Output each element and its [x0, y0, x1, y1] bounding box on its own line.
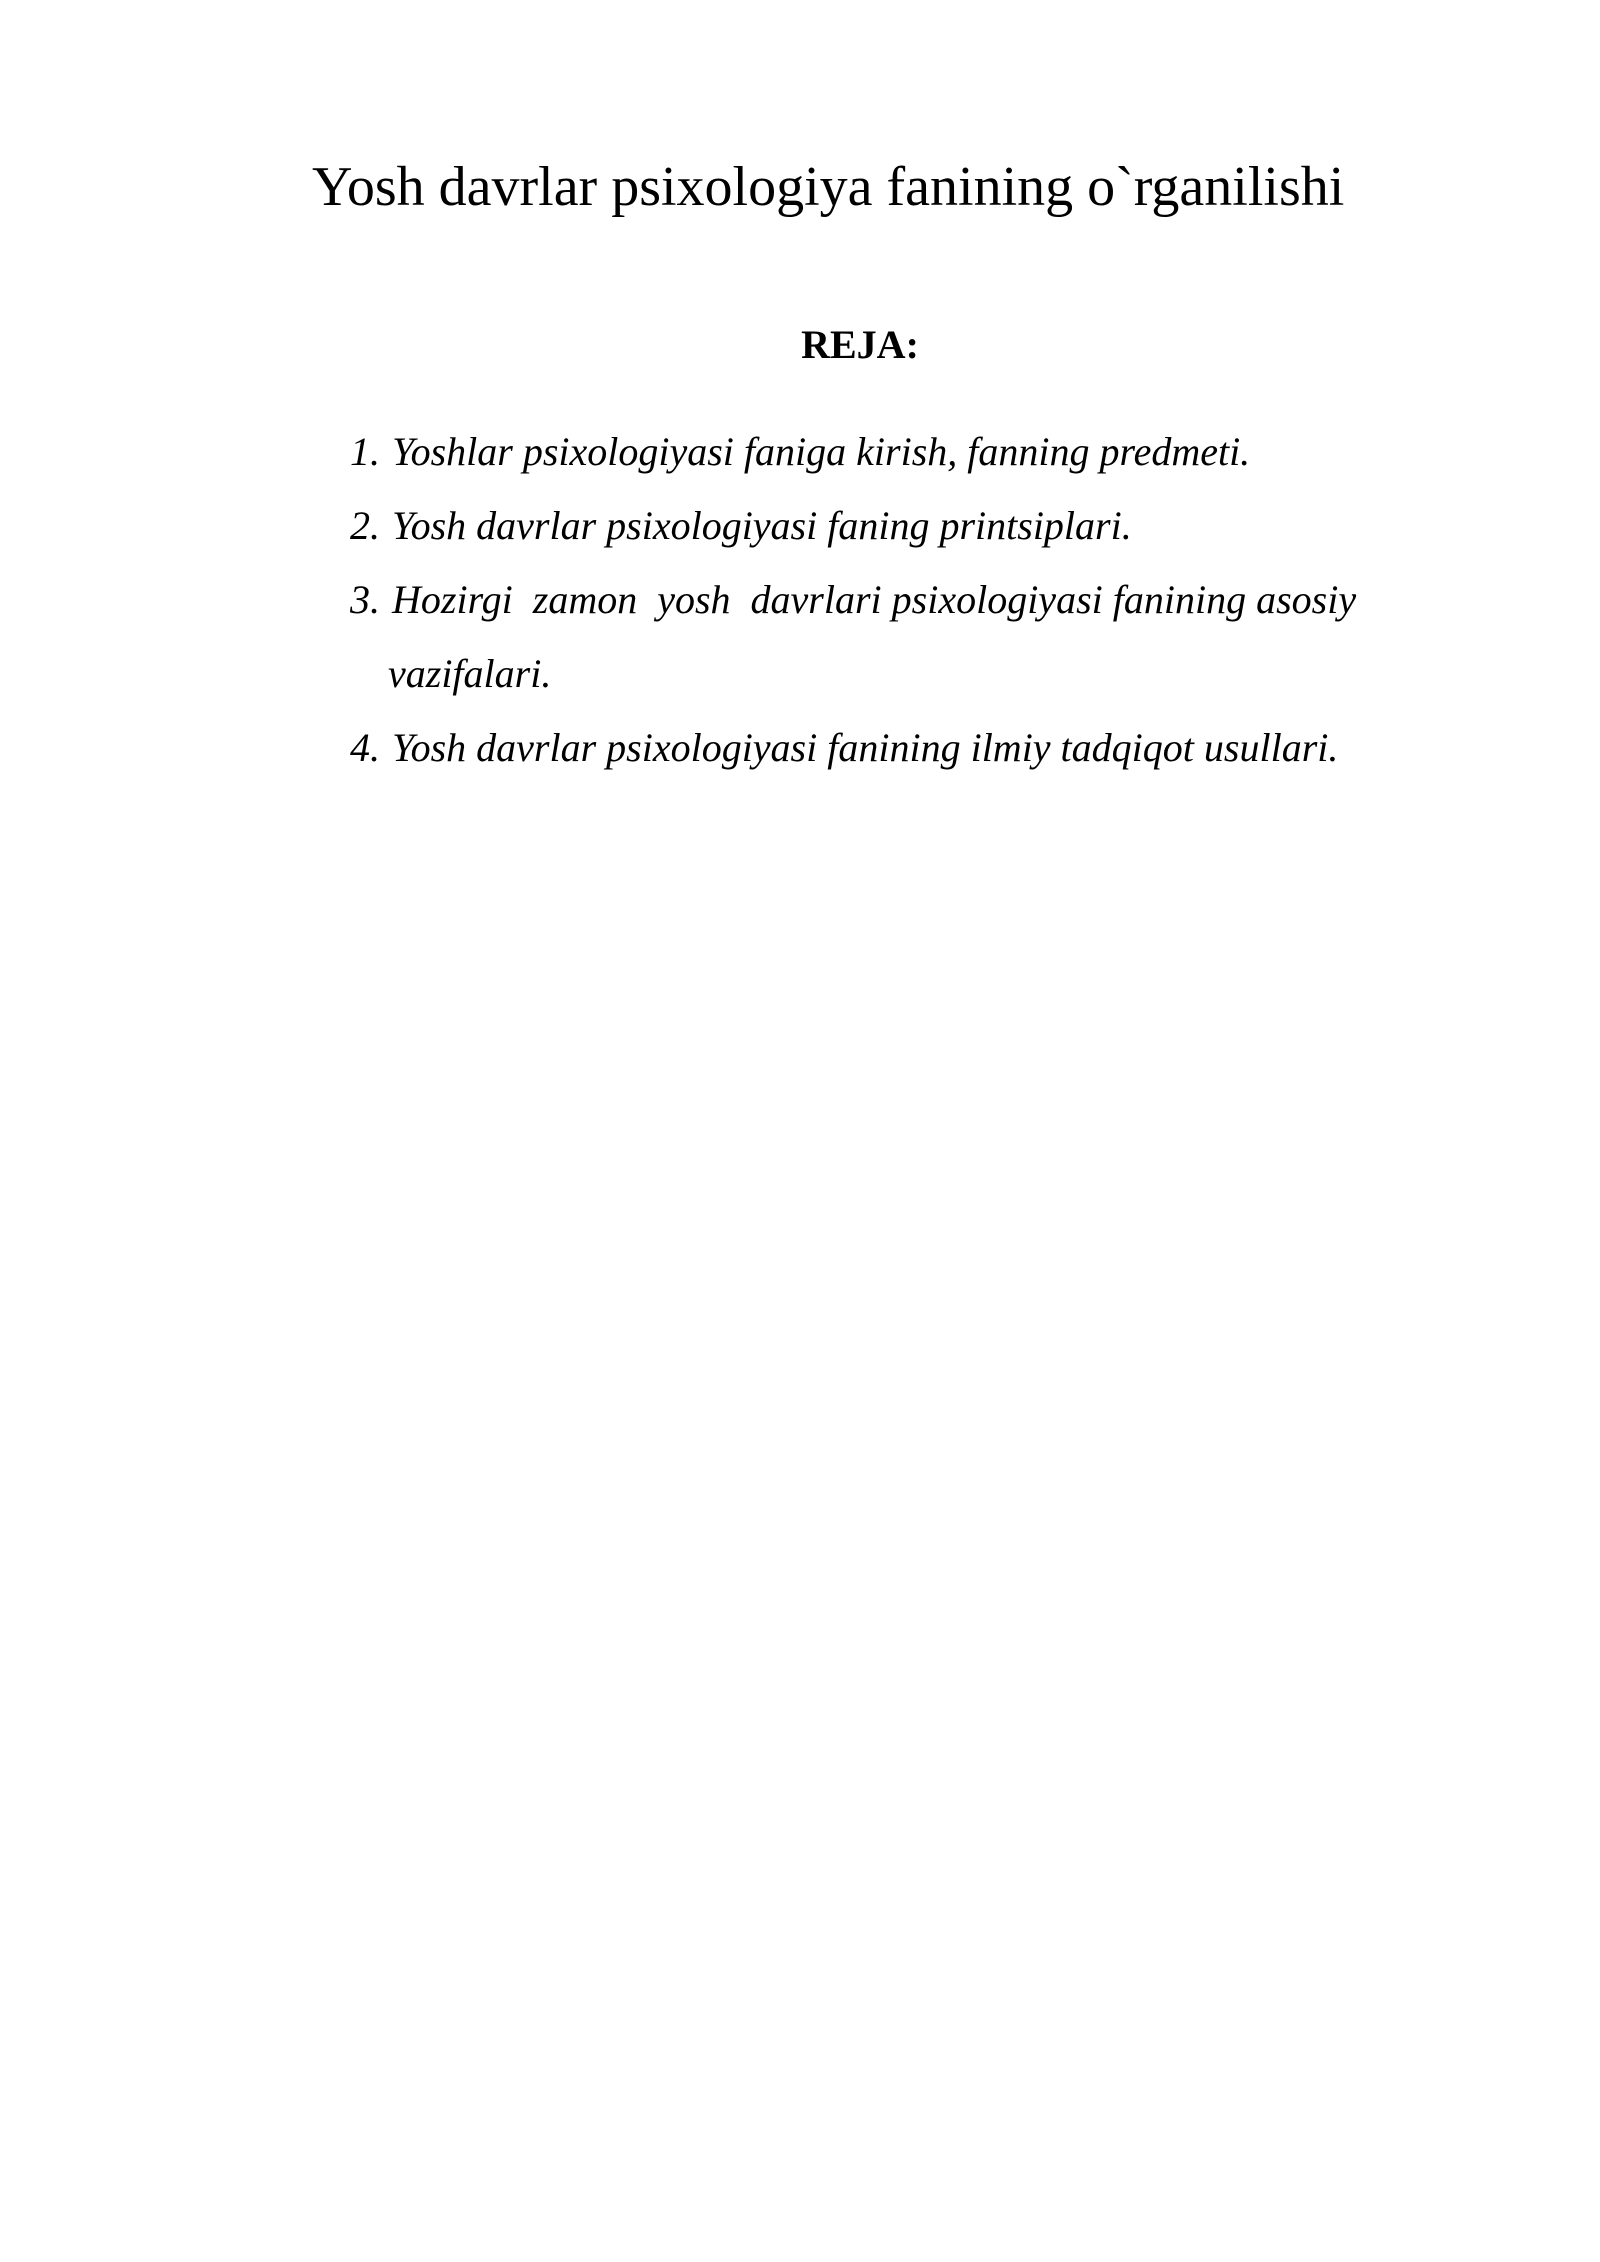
plan-item-line: Yoshlar psixologiyasi faniga kirish, fanning predmeti.: [392, 429, 1251, 474]
plan-item-1: [350, 415, 1490, 489]
plan-item-number: 4.: [350, 725, 380, 770]
plan-item-3: [350, 563, 1490, 711]
plan-list: [350, 415, 1490, 785]
plan-item-text: [392, 711, 1490, 785]
plan-item-4: [350, 711, 1490, 785]
plan-item-line: Yosh davrlar psixologiyasi fanining ilmiy tadqiqot usullari.: [392, 725, 1339, 770]
plan-item-number: 3.: [350, 577, 380, 622]
plan-item-line: Yosh davrlar psixologiyasi faning printsiplari.: [392, 503, 1132, 548]
plan-item-number: 1.: [350, 429, 380, 474]
plan-item-line: Hozirgi zamon yosh davrlari psixologiyasi fanining asosiy: [392, 577, 1357, 622]
plan-item-text: [392, 489, 1490, 563]
document-title: Yosh davrlar psixologiya fanining o`rganilishi: [312, 156, 1345, 218]
plan-item-number: 2.: [350, 503, 380, 548]
plan-item-line-continued: vazifalari.: [388, 651, 552, 696]
plan-item-text: [392, 415, 1490, 489]
plan-item-2: [350, 489, 1490, 563]
plan-item-text: [388, 563, 1490, 711]
plan-heading: REJA:: [801, 322, 919, 367]
